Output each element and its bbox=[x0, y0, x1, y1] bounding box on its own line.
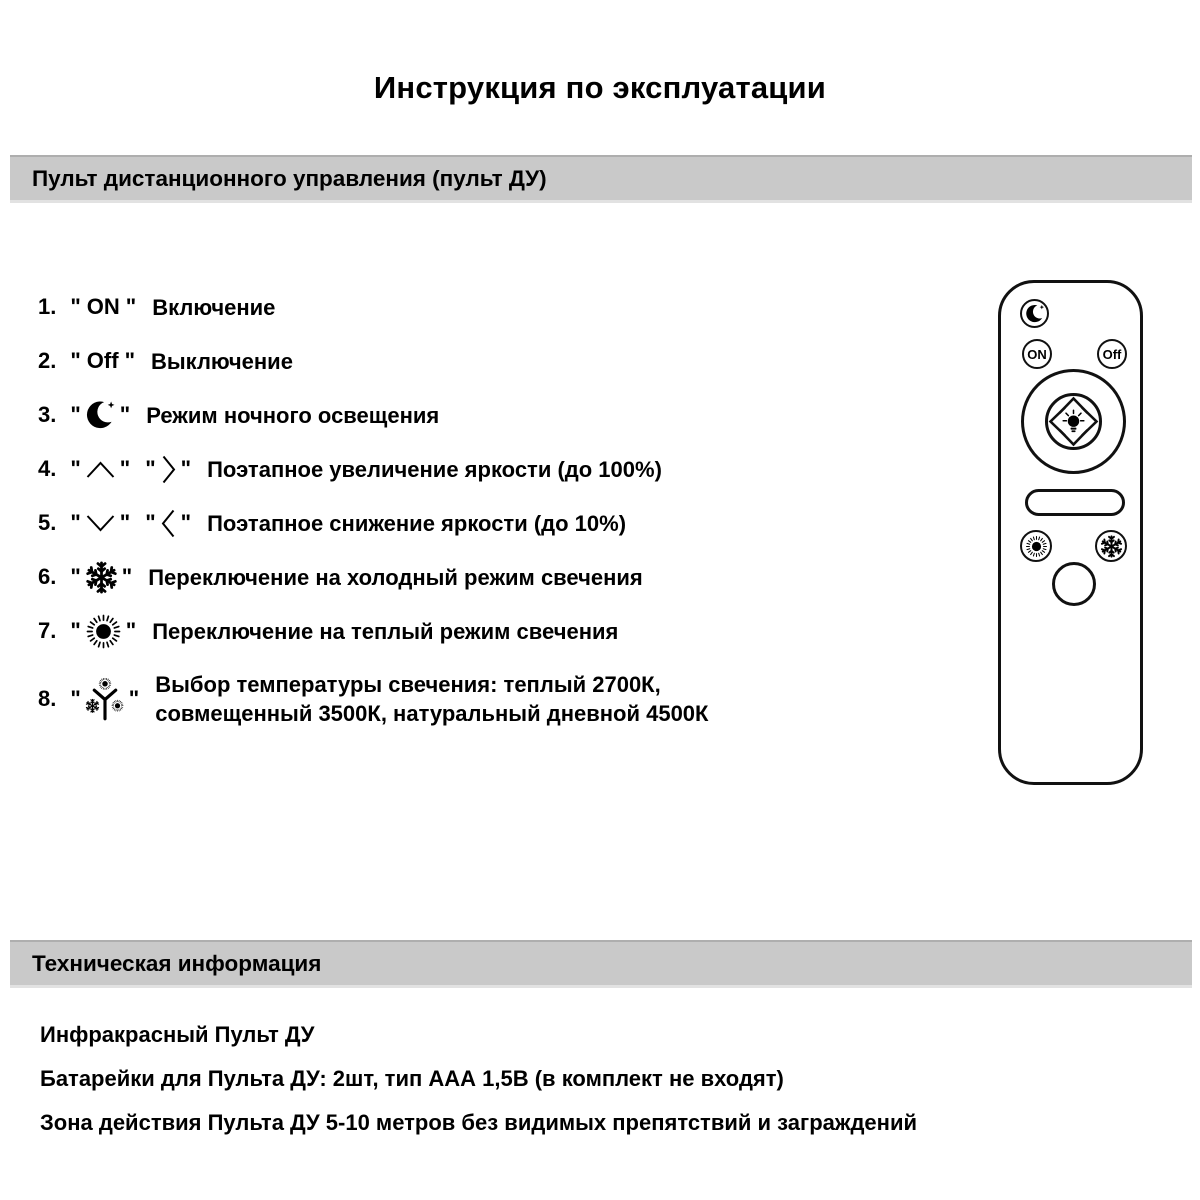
tech-line-2: Батарейки для Пульта ДУ: 2шт, тип ААА 1,5В (в комплект не входят) bbox=[40, 1066, 784, 1091]
color-temp-icon bbox=[85, 678, 125, 721]
remote-warm-mode-button bbox=[1020, 530, 1052, 562]
item-number: 4. bbox=[38, 456, 57, 481]
quote-mark: " bbox=[70, 510, 81, 535]
item-number: 6. bbox=[38, 564, 57, 589]
list-item-6 bbox=[38, 562, 938, 592]
moon-icon bbox=[1025, 304, 1045, 324]
quote-mark: " bbox=[119, 456, 131, 481]
chevron-left-icon bbox=[160, 508, 177, 539]
tech-line-1: Инфракрасный Пульт ДУ bbox=[40, 1022, 315, 1047]
quote-mark: " bbox=[70, 618, 81, 643]
item-prefix bbox=[38, 346, 139, 376]
item-prefix bbox=[38, 613, 140, 650]
item-description: Переключение на теплый режим свечения bbox=[152, 618, 619, 644]
item-prefix bbox=[38, 400, 134, 431]
item-description: Переключение на холодный режим свечения bbox=[148, 564, 643, 590]
item-number: 7. bbox=[38, 618, 57, 643]
remote-control-drawing bbox=[998, 280, 1143, 785]
quote-mark: " bbox=[125, 618, 137, 643]
remote-extra-round-button bbox=[1052, 562, 1096, 606]
sun-icon bbox=[1025, 535, 1048, 558]
instruction-list bbox=[38, 292, 938, 752]
list-item-1 bbox=[38, 292, 938, 322]
page-title: Инструкция по эксплуатации bbox=[373, 70, 827, 105]
remote-off-button bbox=[1097, 339, 1127, 369]
chevron-right-icon bbox=[160, 454, 177, 485]
list-item-2 bbox=[38, 346, 938, 376]
chevron-up-icon bbox=[85, 459, 116, 480]
item-description: Поэтапное увеличение яркости (до 100%) bbox=[207, 456, 662, 482]
quote-mark: " bbox=[70, 348, 81, 373]
item-description: Поэтапное снижение яркости (до 10%) bbox=[207, 510, 627, 536]
list-item-5 bbox=[38, 508, 938, 538]
quote-mark: " bbox=[128, 686, 140, 711]
quote-mark: " bbox=[70, 564, 81, 589]
item-prefix bbox=[38, 292, 140, 322]
item-description: Выключение bbox=[151, 348, 293, 374]
remote-on-button bbox=[1022, 339, 1052, 369]
remote-cold-mode-button bbox=[1095, 530, 1127, 562]
quote-mark: " bbox=[180, 456, 192, 481]
section-heading-tech bbox=[10, 940, 1192, 988]
item-prefix bbox=[38, 508, 195, 539]
remote-brightness-dpad bbox=[1020, 368, 1127, 475]
item-prefix bbox=[38, 454, 195, 485]
sun-icon bbox=[85, 613, 122, 650]
item-description: Выбор температуры свечения: теплый 2700К, совмещенный 3500К, натуральный дневной 4500К bbox=[155, 672, 709, 726]
quote-mark: " bbox=[70, 456, 81, 481]
quote-mark: " bbox=[70, 402, 81, 427]
quote-mark: " bbox=[121, 564, 133, 589]
item-number: 2. bbox=[38, 348, 57, 373]
quote-mark: " bbox=[180, 510, 192, 535]
moon-icon bbox=[85, 400, 116, 431]
section-heading-tech-label: Техническая информация bbox=[32, 950, 322, 976]
list-item-4 bbox=[38, 454, 938, 484]
tech-line-3: Зона действия Пульта ДУ 5-10 метров без видимых препятствий и заграждений bbox=[40, 1110, 918, 1135]
item-description: Включение bbox=[152, 294, 276, 320]
quote-mark: " bbox=[124, 348, 135, 373]
remote-display-window bbox=[1025, 489, 1125, 516]
tech-info bbox=[40, 1020, 1180, 1152]
quote-mark: " bbox=[145, 510, 156, 535]
quote-mark: " bbox=[119, 510, 131, 535]
snowflake-icon bbox=[85, 561, 118, 594]
item-number: 3. bbox=[38, 402, 57, 427]
list-item-8 bbox=[38, 670, 938, 728]
snowflake-icon bbox=[1100, 535, 1123, 558]
remote-night-mode-button bbox=[1020, 299, 1049, 328]
item-number: 8. bbox=[38, 686, 57, 711]
on-button-label: ON bbox=[1027, 346, 1047, 362]
list-item-7 bbox=[38, 616, 938, 646]
section-heading-remote-label: Пульт дистанционного управления (пульт ДУ) bbox=[32, 165, 547, 191]
quote-mark: " bbox=[70, 686, 81, 711]
item-number: 1. bbox=[38, 294, 57, 319]
item-prefix bbox=[38, 561, 136, 594]
item-number: 5. bbox=[38, 510, 57, 535]
quote-mark: " bbox=[145, 456, 156, 481]
quote-mark: " bbox=[119, 402, 131, 427]
button-label: Off bbox=[86, 348, 119, 373]
chevron-down-icon bbox=[85, 513, 116, 534]
section-heading-remote bbox=[10, 155, 1192, 203]
list-item-3 bbox=[38, 400, 938, 430]
quote-mark: " bbox=[125, 294, 137, 319]
button-label: ON bbox=[86, 294, 120, 319]
off-button-label: Off bbox=[1102, 346, 1122, 362]
quote-mark: " bbox=[70, 294, 81, 319]
item-prefix bbox=[38, 670, 143, 728]
item-description: Режим ночного освещения bbox=[146, 402, 440, 428]
